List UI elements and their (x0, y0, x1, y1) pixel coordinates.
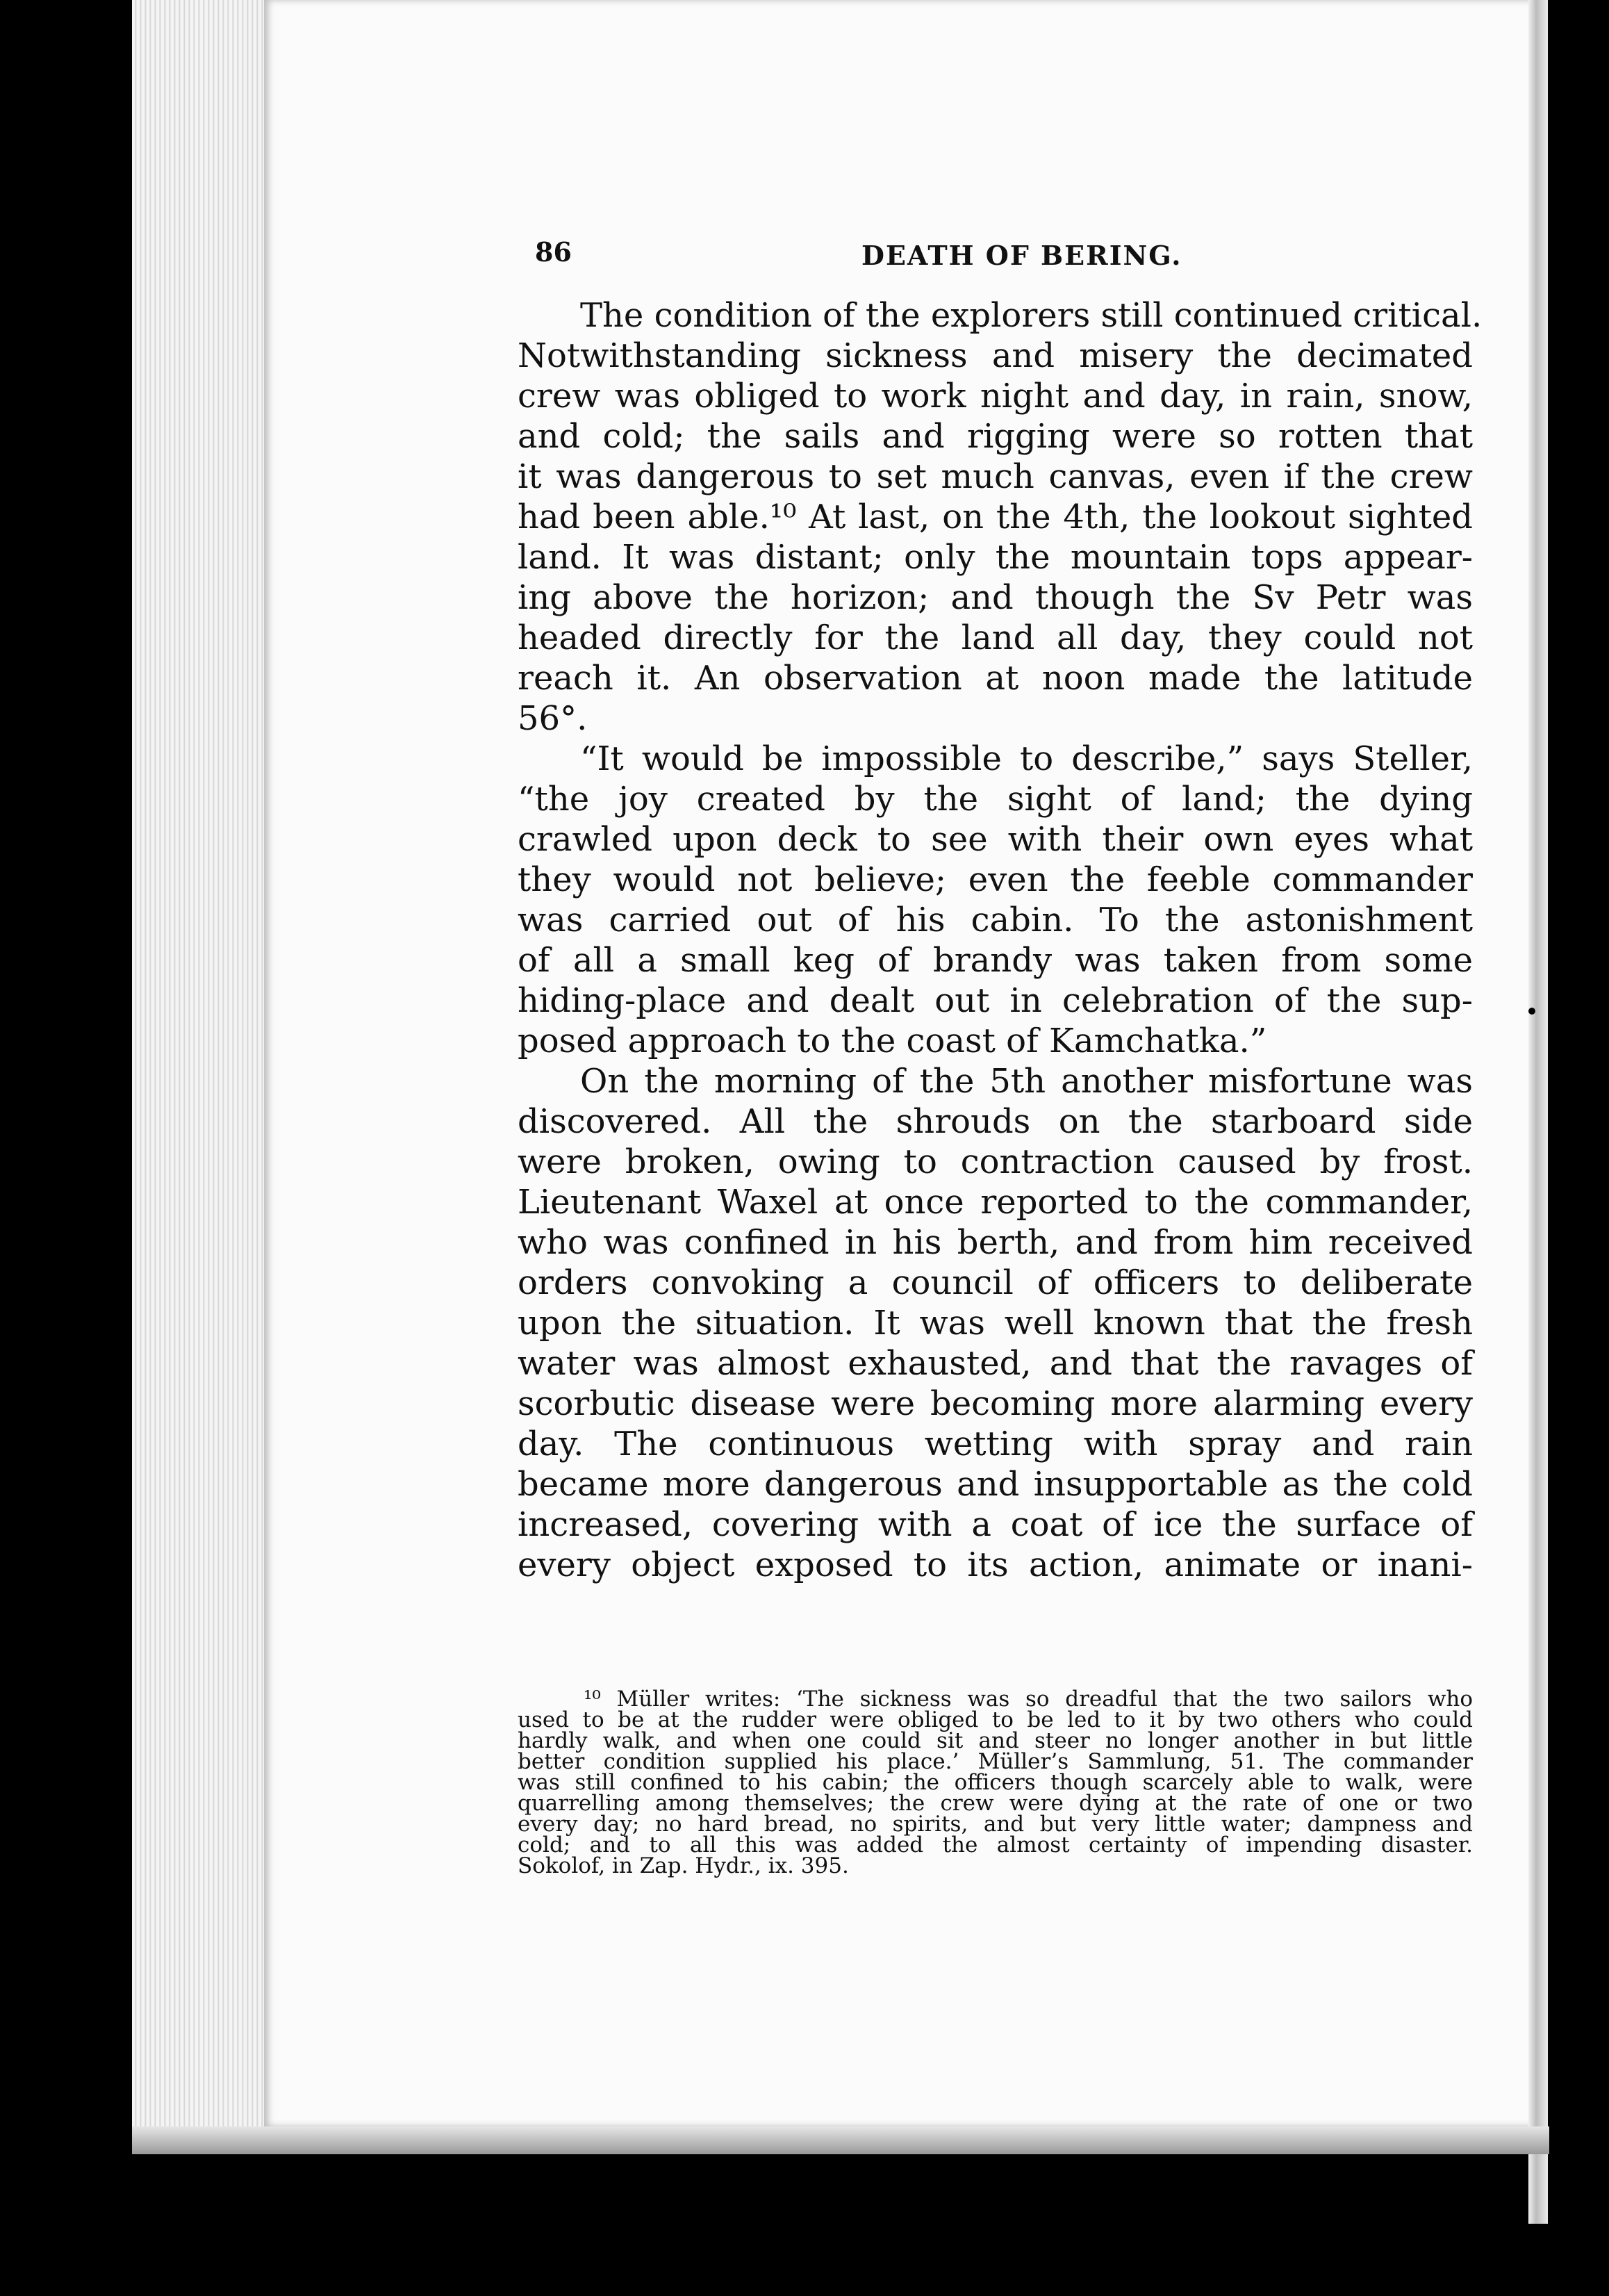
text-line: ing above the horizon; and though the Sv Petr was (518, 578, 1473, 617)
text-line: land. It was distant; only the mountain tops appear- (518, 538, 1473, 577)
paragraph-1 (518, 295, 1483, 739)
text-line: On the morning of the 5th another misfortune was (580, 1062, 1473, 1101)
text-line: “It would be impossible to describe,” says Steller, (580, 739, 1473, 778)
footnote-line: better condition supplied his place.’ Müller’s Sammlung, 51. The commander (518, 1749, 1473, 1774)
text-line: became more dangerous and insupportable as the cold (518, 1465, 1473, 1504)
paragraph-2 (518, 739, 1473, 1061)
footnote (518, 1689, 1473, 1876)
text-line: Notwithstanding sickness and misery the decimated (518, 336, 1473, 375)
text-line: scorbutic disease were becoming more alarming every (518, 1384, 1473, 1423)
text-line: was carried out of his cabin. To the astonishment (518, 901, 1473, 940)
running-title: DEATH OF BERING. (861, 240, 1182, 271)
text-line: upon the situation. It was well known that the fresh (518, 1304, 1473, 1343)
text-line: they would not believe; even the feeble commander (518, 860, 1473, 899)
text-line: who was confined in his berth, and from him received (518, 1223, 1473, 1262)
footnote-line: ¹⁰ Müller writes: ‘The sickness was so dreadful that the two sailors who (584, 1687, 1473, 1712)
text-line: crew was obliged to work night and day, in rain, snow, (518, 377, 1473, 416)
right-page-edge (1528, 0, 1548, 2224)
text-line: 56°. (518, 699, 588, 738)
text-line: increased, covering with a coat of ice the surface of (518, 1505, 1473, 1544)
footnote-line: every day; no hard bread, no spirits, and but very little water; dampness and (518, 1812, 1473, 1837)
text-line: day. The continuous wetting with spray and rain (518, 1425, 1473, 1463)
text-line: The condition of the explorers still continued critical. (580, 296, 1483, 335)
text-line: headed directly for the land all day, they could not (518, 618, 1473, 657)
bottom-page-edge (132, 2126, 1549, 2154)
page-number: 86 (535, 236, 572, 268)
text-line: were broken, owing to contraction caused by frost. (518, 1142, 1473, 1181)
paragraph-3 (518, 1061, 1473, 1585)
text-line: discovered. All the shrouds on the starboard side (518, 1102, 1473, 1141)
text-line: Lieutenant Waxel at once reported to the commander, (518, 1183, 1473, 1222)
body-text (518, 295, 1483, 1585)
text-line: crawled upon deck to see with their own eyes what (518, 820, 1473, 859)
footnote-line: cold; and to all this was added the almost certainty of impending disaster. (518, 1832, 1473, 1858)
scan-speck (1528, 1008, 1535, 1015)
text-line: it was dangerous to set much canvas, even if the crew (518, 457, 1473, 496)
footnote-line: was still confined to his cabin; the officers though scarcely able to walk, were (518, 1770, 1473, 1795)
text-line: had been able.¹⁰ At last, on the 4th, the lookout sighted (518, 498, 1473, 536)
text-line: every object exposed to its action, animate or inani- (518, 1545, 1473, 1584)
footnote-line: hardly walk, and when one could sit and steer no longer another in but little (518, 1728, 1473, 1753)
text-line: “the joy created by the sight of land; the dying (518, 780, 1473, 819)
footnote-line: quarrelling among themselves; the crew were dying at the rate of one or two (518, 1791, 1473, 1816)
text-line: and cold; the sails and rigging were so rotten that (518, 417, 1473, 456)
text-line: reach it. An observation at noon made the latitude (518, 659, 1473, 698)
text-line: hiding-place and dealt out in celebration of the sup- (518, 981, 1473, 1020)
text-line: of all a small keg of brandy was taken from some (518, 941, 1473, 980)
footnote-line: used to be at the rudder were obliged to be led to it by two others who could (518, 1707, 1473, 1732)
text-line: water was almost exhausted, and that the ravages of (518, 1344, 1473, 1383)
footnote-line: Sokolof, in Zap. Hydr., ix. 395. (518, 1853, 849, 1878)
page-edges (132, 0, 278, 2126)
text-line: posed approach to the coast of Kamchatka.” (518, 1022, 1267, 1060)
text-line: orders convoking a council of officers to deliberate (518, 1263, 1473, 1302)
